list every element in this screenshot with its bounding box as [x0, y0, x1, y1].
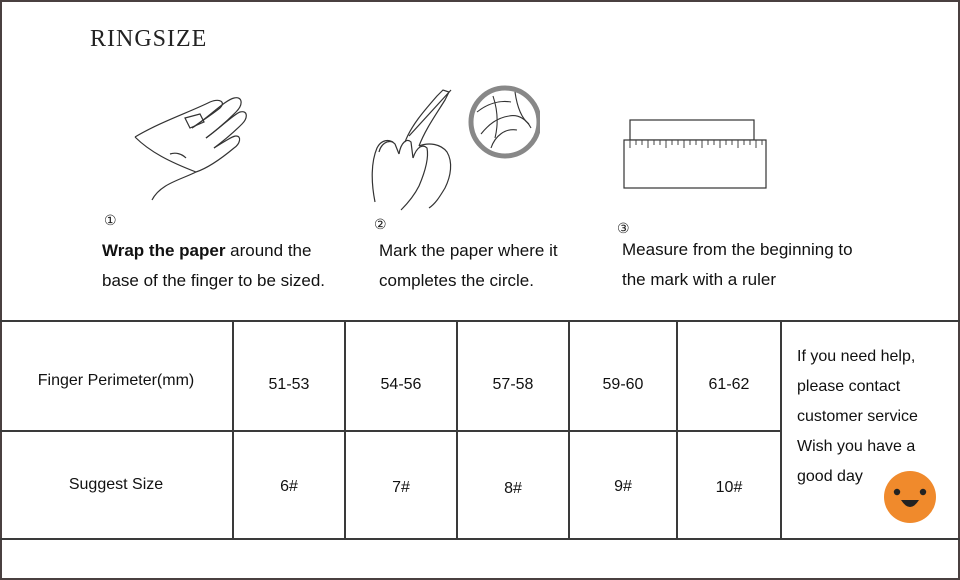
smiley-face: [884, 471, 936, 523]
smiley-eye-left: [894, 489, 900, 495]
step-3-line-1: Measure from the beginning to: [622, 240, 853, 259]
ruler-illustration: [620, 116, 770, 192]
step-3-number: ③: [617, 220, 630, 236]
size-cell: 6#: [280, 478, 298, 495]
table-col-divider: [568, 320, 570, 540]
table-col-divider: [344, 320, 346, 540]
step-2-line-1: Mark the paper where it: [379, 241, 558, 260]
step-2-text: [379, 236, 599, 296]
page-title: RINGSIZE: [90, 26, 208, 52]
help-line: please contact: [797, 378, 901, 395]
step-3-text: [622, 235, 864, 295]
row-header-size: Suggest Size: [68, 476, 164, 493]
table-col-divider: [456, 320, 458, 540]
smiley-icon: [883, 470, 937, 524]
size-cell: 8#: [504, 480, 522, 497]
hand-wrap-illustration: [130, 92, 250, 207]
smiley-eye-right: [920, 489, 926, 495]
table-top-border: [0, 320, 960, 322]
step-1-line-1: [102, 236, 352, 266]
step-2-line-2: completes the circle.: [379, 271, 534, 290]
help-line: If you need help,: [797, 348, 916, 365]
table-col-divider: [780, 320, 782, 540]
perimeter-cell: 57-58: [492, 376, 534, 393]
step-3-line-2: the mark with a ruler: [622, 270, 776, 289]
table-bottom-border: [0, 538, 960, 540]
step-1-line-2: base of the finger to be sized.: [102, 271, 326, 290]
perimeter-cell: 51-53: [268, 376, 310, 393]
table-col-divider: [676, 320, 678, 540]
step-1-emphasis: Wrap the paper: [102, 241, 226, 260]
row-header-perimeter: Finger Perimeter(mm): [37, 372, 195, 389]
step-2-number: ②: [374, 216, 387, 232]
help-line: Wish you have a: [797, 438, 916, 455]
perimeter-cell: 59-60: [602, 376, 644, 393]
table-row-divider: [0, 430, 780, 432]
mark-paper-illustration: [365, 82, 540, 212]
step-1-text: [102, 236, 352, 296]
size-cell: 10#: [715, 479, 743, 496]
help-line: customer service: [797, 408, 918, 425]
perimeter-cell: 54-56: [380, 376, 422, 393]
help-line: good day: [797, 468, 863, 485]
perimeter-cell: 61-62: [708, 376, 750, 393]
step-1-number: ①: [104, 212, 117, 228]
size-cell: 9#: [614, 478, 632, 495]
table-col-divider: [232, 320, 234, 540]
size-cell: 7#: [392, 479, 410, 496]
step-1-line-1-rest: around the: [225, 241, 312, 260]
